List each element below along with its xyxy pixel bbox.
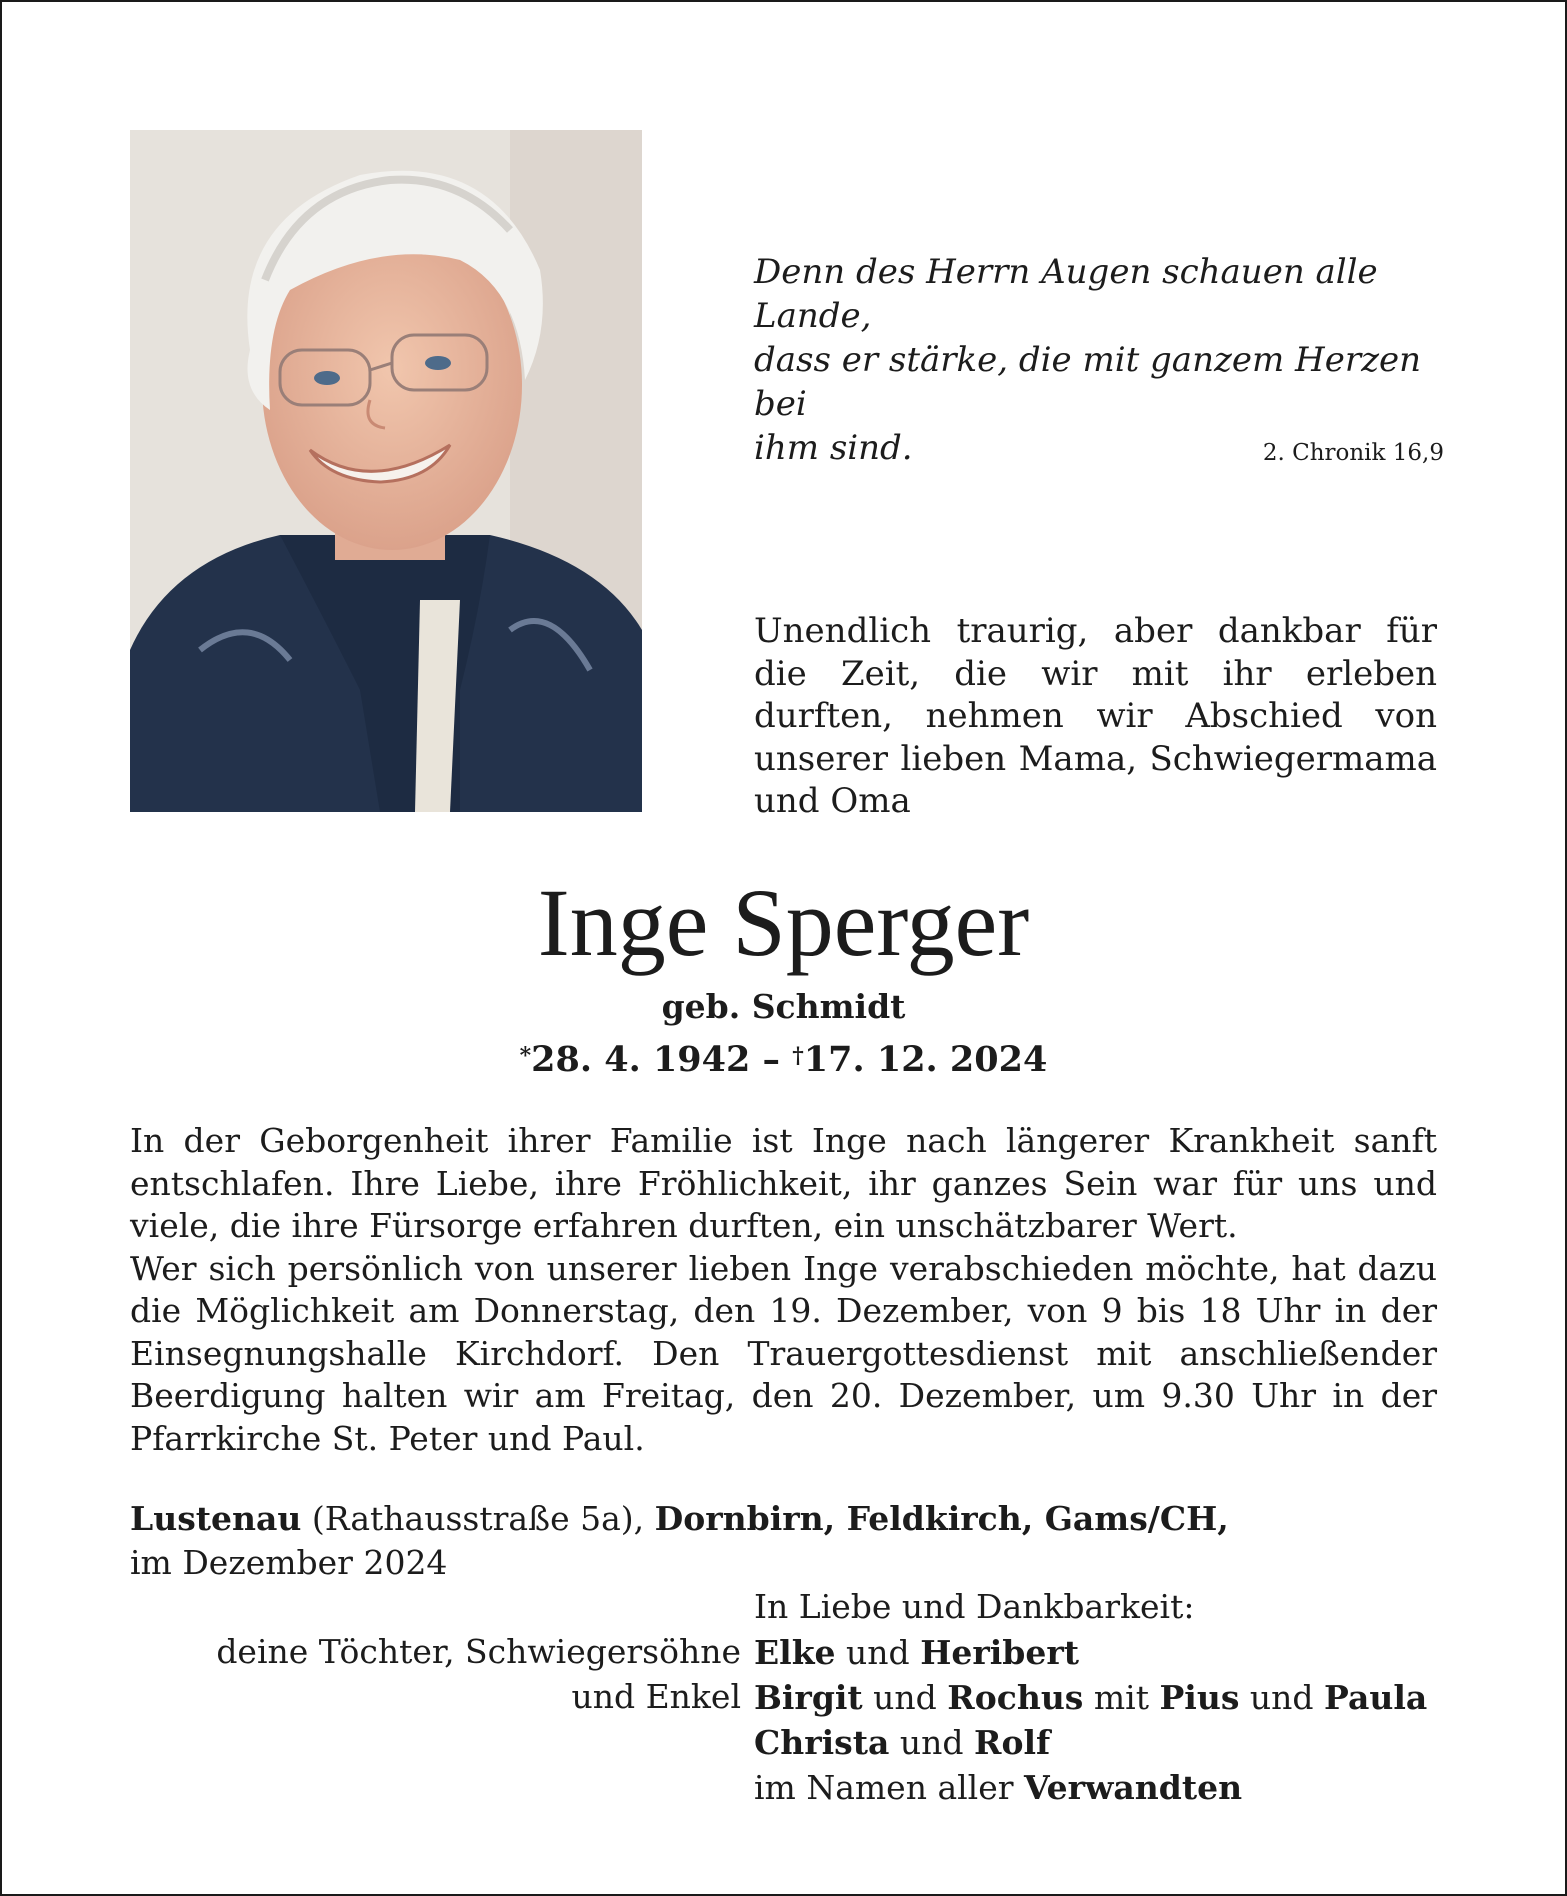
mourner-line bbox=[754, 1675, 1427, 1720]
connector: und bbox=[862, 1678, 948, 1717]
date-separator: – bbox=[750, 1039, 793, 1080]
quote-line: Denn des Herrn Augen schauen alle Lande, bbox=[754, 252, 1378, 336]
quote-line: dass er stärke, die mit ganzem Herzen bei bbox=[754, 340, 1422, 424]
connector: und bbox=[1239, 1678, 1325, 1717]
intro-line: nehmen wir Abschied von unserer bbox=[754, 696, 1438, 779]
connector: mit bbox=[1083, 1678, 1160, 1717]
connector: und bbox=[889, 1723, 975, 1762]
mourner-name: Elke bbox=[754, 1633, 836, 1672]
birth-symbol: * bbox=[519, 1043, 532, 1069]
date-line: im Dezember 2024 bbox=[130, 1543, 448, 1582]
deceased-name: Inge Sperger bbox=[537, 869, 1030, 976]
intro-text bbox=[754, 610, 1437, 823]
other-towns: Dornbirn, Feldkirch, Gams/CH, bbox=[654, 1499, 1229, 1538]
mourner-name: Rochus bbox=[947, 1678, 1084, 1717]
relation-label: und Enkel bbox=[571, 1677, 741, 1716]
body-paragraph: Wer sich persönlich von unserer lieben Inge verabschieden möchte, hat dazu die Möglichkeit am Donnerstag, den 19. Dezember, von 9 bis 18 Uhr in der Einsegnungshalle Kirchdorf. Den Trauergottesdienst mit anschließender Beerdigung halten wir am Freitag, den 20. Dezember, um 9.30 Uhr in der Pfarrkirche St. Peter und Paul. bbox=[130, 1248, 1437, 1458]
intro-line: lieben Mama, Schwiegermama und bbox=[754, 738, 1437, 821]
mourner-name: Pius bbox=[1159, 1678, 1240, 1717]
relation-label: deine Töchter, Schwiegersöhne bbox=[216, 1632, 741, 1671]
death-date: 17. 12. 2024 bbox=[803, 1039, 1048, 1080]
birth-date: 28. 4. 1942 bbox=[531, 1039, 751, 1080]
mourner-line bbox=[754, 1765, 1427, 1810]
bible-quote bbox=[754, 250, 1444, 470]
intro-line: Oma bbox=[830, 781, 911, 821]
town: Lustenau bbox=[130, 1499, 302, 1538]
connector: und bbox=[835, 1633, 921, 1672]
address: (Rathausstraße 5a), bbox=[301, 1499, 655, 1538]
portrait-photo bbox=[130, 130, 642, 812]
life-dates bbox=[0, 1036, 1567, 1084]
location-line bbox=[130, 1497, 1450, 1585]
quote-line: ihm sind. bbox=[754, 428, 913, 468]
mourner-line bbox=[754, 1630, 1427, 1675]
mourner-name: Heribert bbox=[920, 1633, 1079, 1672]
body-text bbox=[130, 1120, 1437, 1460]
maiden-name: geb. Schmidt bbox=[661, 987, 906, 1026]
closing-prefix: im Namen aller bbox=[754, 1768, 1025, 1807]
mourner-line bbox=[754, 1720, 1427, 1765]
intro-line: Unendlich traurig, aber dankbar für die bbox=[754, 611, 1437, 694]
mourner-name: Paula bbox=[1324, 1678, 1428, 1717]
mourner-name: Rolf bbox=[974, 1723, 1051, 1762]
portrait-photo-of-elderly-woman-icon bbox=[130, 130, 642, 812]
mourners-intro: In Liebe und Dankbarkeit: bbox=[754, 1587, 1195, 1626]
body-paragraph: In der Geborgenheit ihrer Familie ist Inge nach längerer Krankheit sanft entschlafen. Ihre Liebe, ihre Fröhlichkeit, ihr ganzes Sein war für uns und viele, die ihre Fürsorge erfahren durften, ein unschätzbarer Wert. bbox=[130, 1121, 1437, 1245]
mourner-name: Christa bbox=[754, 1723, 890, 1762]
mourners-list bbox=[754, 1630, 1427, 1810]
death-symbol: † bbox=[792, 1043, 804, 1069]
intro-line: Zeit, die wir mit ihr erleben durften, bbox=[754, 653, 1437, 736]
mourner-name: Birgit bbox=[754, 1678, 863, 1717]
quote-reference: 2. Chronik 16,9 bbox=[1262, 440, 1444, 466]
closing-relatives: Verwandten bbox=[1024, 1768, 1243, 1807]
